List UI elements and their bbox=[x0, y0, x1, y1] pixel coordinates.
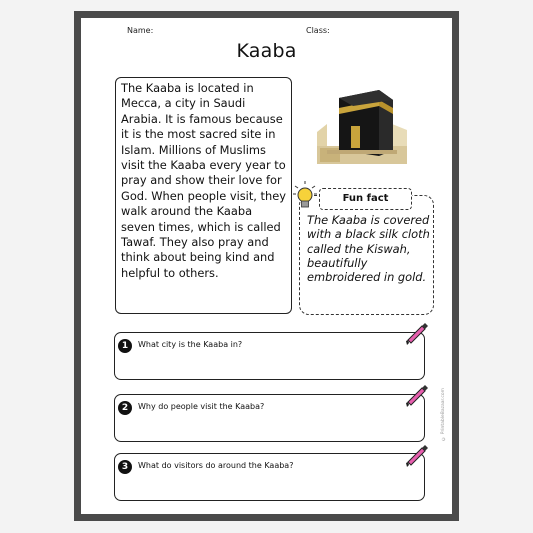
reading-passage: The Kaaba is located in Mecca, a city in Saudi Arabia. It is famous because it is the most sacred site in Islam. Millions of Muslims visit the Kaaba every year to pray and show their love for God. When people visit, they walk around the Kaaba seven times, which is called Tawaf. They also pray and think about being kind and helpful to others. bbox=[115, 77, 292, 314]
kaaba-illustration bbox=[317, 84, 407, 164]
fun-fact-text: The Kaaba is covered with a black silk cloth called the Kiswah, beautifully embroidered in gold. bbox=[307, 213, 430, 285]
pencil-icon bbox=[403, 320, 429, 346]
lightbulb-icon bbox=[293, 181, 317, 211]
question-number-1: 1 bbox=[118, 339, 132, 353]
name-label: Name: bbox=[127, 26, 154, 35]
question-number-2: 2 bbox=[118, 401, 132, 415]
question-text-2: Why do people visit the Kaaba? bbox=[138, 402, 265, 411]
pencil-icon bbox=[403, 382, 429, 408]
watermark: © PrintableBazaar.com bbox=[441, 388, 446, 441]
worksheet-page bbox=[81, 18, 452, 514]
fun-fact-title: Fun fact bbox=[319, 188, 412, 210]
class-label: Class: bbox=[306, 26, 330, 35]
question-text-1: What city is the Kaaba in? bbox=[138, 340, 243, 349]
page-title: Kaaba bbox=[236, 40, 297, 62]
question-text-3: What do visitors do around the Kaaba? bbox=[138, 461, 294, 470]
question-number-3: 3 bbox=[118, 460, 132, 474]
pencil-icon bbox=[403, 442, 429, 468]
